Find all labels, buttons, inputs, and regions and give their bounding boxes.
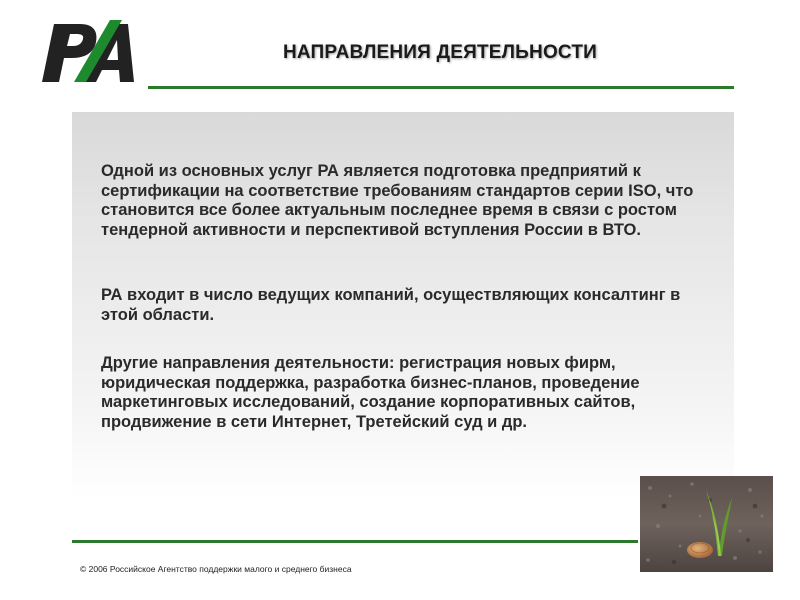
paragraph-consulting-leader: РА входит в число ведущих компаний, осуществляющих консалтинг в этой области. (101, 286, 681, 324)
paragraph-iso-certification: Одной из основных услуг РА является подготовка предприятий к сертификации на соответствие требованиям стандартов серии ISO, что становится все более актуальным последнее время в связи с ростом тендерной активности и перспективой вступления России в ВТО. (101, 162, 694, 239)
header-divider (148, 86, 734, 89)
paragraph-other-directions: Другие направления деятельности: регистрация новых фирм, юридическая поддержка, разработка бизнес-планов, проведение маркетинговых исследований, создание корпоративных сайтов, продвижение в сети Интернет, Третейский суд и др. (101, 354, 640, 431)
company-logo (40, 20, 136, 86)
footer-divider (72, 540, 638, 543)
pa-logo-icon (40, 20, 136, 86)
footer-copyright: © 2006 Российское Агентство поддержки малого и среднего бизнеса (80, 564, 352, 574)
sprout-image-icon (640, 476, 773, 572)
sprout-photo (640, 476, 773, 572)
page-title: НАПРАВЛЕНИЯ ДЕЯТЕЛЬНОСТИ (282, 42, 598, 63)
